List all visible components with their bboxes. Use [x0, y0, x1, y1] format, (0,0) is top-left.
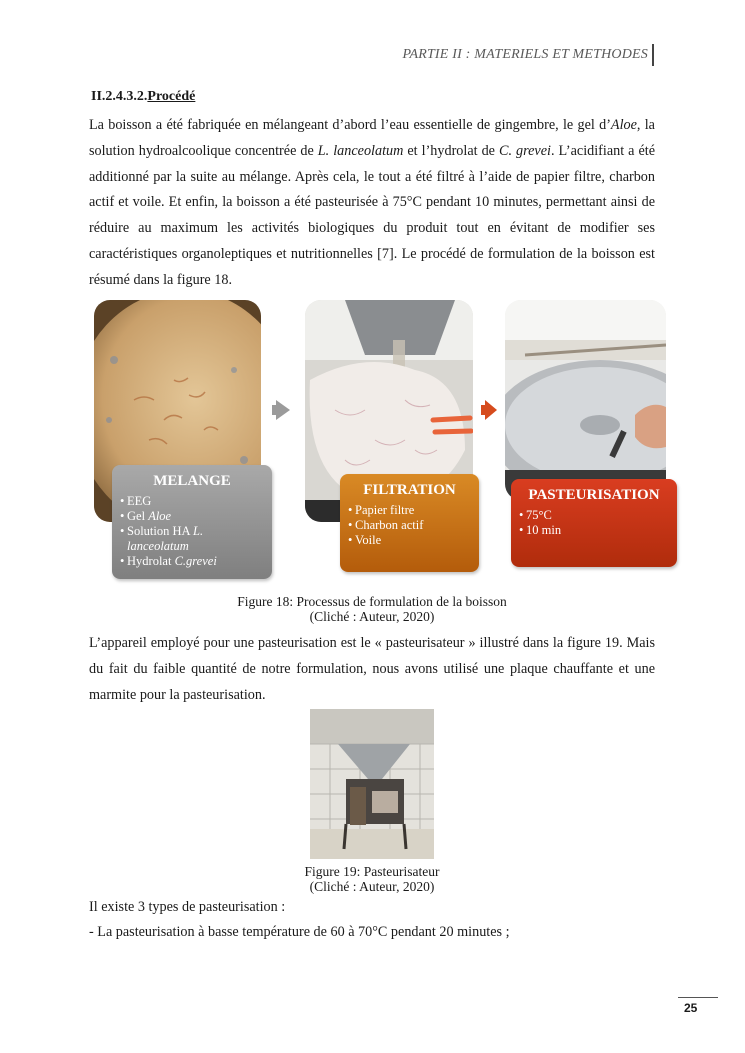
step-item: [348, 518, 473, 533]
figure-19-photo: [310, 709, 434, 859]
step-item: [120, 554, 266, 569]
figure-18-caption: [89, 594, 655, 624]
caption-title: Figure 18: Processus de formulation de la boisson: [237, 594, 507, 609]
text-run: , la solution hydroalcoolique concentrée de: [89, 117, 655, 159]
item-text: Hydrolat: [127, 554, 175, 568]
header-divider: [652, 44, 654, 66]
step-title: FILTRATION: [363, 482, 456, 498]
caption-credit: (Cliché : Auteur, 2020): [309, 609, 435, 624]
step-title: MELANGE: [153, 473, 231, 489]
footer-divider: [678, 997, 718, 998]
paragraph-pasteurisateur: L’appareil employé pour une pasteurisation est le « pasteurisateur » illustré dans la figure 19. Mais du fait du faible quantité de notre formulation, nous avons utilisé une plaque chauffante et une marmite pour la pasteurisation.: [89, 635, 655, 703]
step-item: [120, 524, 266, 554]
step-box-pasteurisation: [511, 479, 677, 567]
section-number: II.2.4.3.2.: [91, 89, 148, 104]
text-types-intro: Il existe 3 types de pasteurisation :: [89, 899, 286, 915]
step-list: [340, 503, 479, 548]
step-item: [519, 508, 671, 523]
item-text: Gel: [127, 509, 149, 523]
text-run: La boisson a été fabriquée en mélangeant d’abord l’eau essentielle de gingembre, le gel d’: [89, 117, 611, 133]
item-text: Voile: [355, 533, 382, 547]
item-text: 75°C: [526, 508, 552, 522]
arrow-right-icon: [276, 400, 290, 420]
figure-18: [90, 298, 690, 588]
step-list: [112, 494, 272, 569]
species-name: Aloe: [610, 117, 637, 133]
caption-credit: (Cliché : Auteur, 2020): [309, 879, 435, 894]
arrow-right-icon: [485, 400, 497, 420]
step-item: [348, 533, 473, 548]
paragraph-procede: [89, 113, 655, 294]
step-item: [348, 503, 473, 518]
step-item: [519, 523, 671, 538]
item-species: C.grevei: [174, 554, 217, 568]
page-number: 25: [684, 1001, 698, 1015]
item-text: Charbon actif: [355, 518, 424, 532]
list-item-low-temp: - La pasteurisation à basse température de 60 à 70°C pendant 20 minutes ;: [89, 924, 510, 940]
step-box-filtration: [340, 474, 479, 572]
figure-19-caption: [89, 864, 655, 894]
section-title: Procédé: [147, 89, 196, 104]
photo-pasteurization: [505, 300, 666, 500]
running-header: PARTIE II : MATERIELS ET METHODES: [402, 47, 648, 62]
section-heading: [91, 89, 195, 105]
step-item: [120, 509, 266, 524]
species-name: L. lanceolatum: [317, 142, 404, 159]
step-box-melange: [112, 465, 272, 579]
item-text: 10 min: [526, 523, 562, 537]
step-list: [511, 508, 677, 538]
step-item: [120, 494, 266, 509]
item-species: L. lanceolatum: [127, 524, 204, 553]
species-name: C. grevei: [499, 142, 551, 159]
caption-title: Figure 19: Pasteurisateur: [304, 864, 440, 879]
item-text: EEG: [127, 494, 152, 508]
text-run: et l’hydrolat de: [403, 142, 499, 159]
text-run: . L’acidifiant a été additionné par la suite au mélange. Après cela, le tout a été filtré à l’aide de papier filtre, charbon actif et voile. Et enfin, la boisson a été pasteurisée à 75°C pendant 10 minutes, permettant ainsi de réduire au maximum les activités biologiques du produit tout en évitant de modifier ses caractéristiques organoleptiques et nutritionnelles [7]. Le procédé de formulation de la boisson est résumé dans la figure 18.: [89, 142, 656, 288]
step-title: PASTEURISATION: [528, 487, 660, 503]
item-text: Papier filtre: [355, 503, 415, 517]
item-text: Solution HA: [127, 524, 193, 538]
item-species: Aloe: [148, 509, 172, 523]
